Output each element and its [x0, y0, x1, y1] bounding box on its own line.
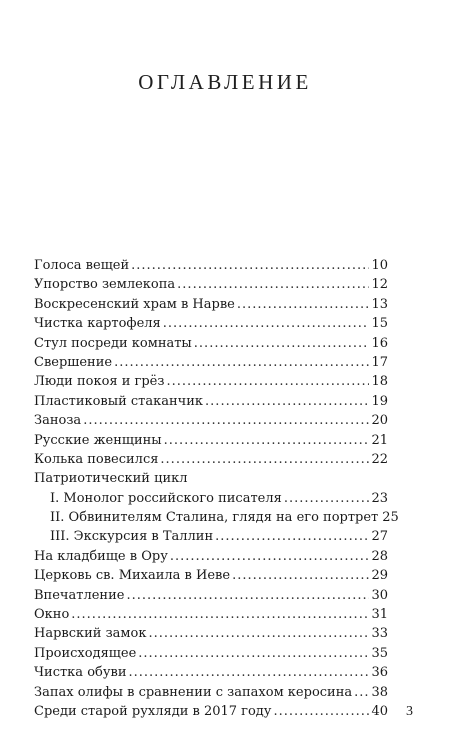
toc-entry	[34, 586, 388, 605]
leader-dots	[114, 353, 369, 372]
toc-entry-title: Пластиковый стаканчик	[34, 393, 204, 409]
toc-entry	[34, 314, 388, 333]
leader-dots	[128, 663, 369, 682]
leader-dots	[83, 411, 369, 430]
toc-entry-page: 38	[371, 684, 388, 700]
toc-entry	[34, 644, 388, 663]
toc-entry-title: Колька повесился	[34, 451, 159, 467]
toc-entry-title: Церковь св. Михаила в Иеве	[34, 568, 231, 584]
toc-entry-page: 10	[371, 258, 388, 273]
toc-entry-page: 16	[371, 335, 388, 351]
toc-entry-page: 36	[371, 665, 388, 681]
toc-entry-title: Стул посреди комнаты	[34, 335, 192, 351]
toc-entry	[34, 683, 388, 702]
toc-entry-title: Воскресенский храм в Нарве	[34, 296, 235, 312]
toc-entry-page: 12	[371, 277, 388, 293]
toc-entry-page: 18	[371, 374, 388, 390]
toc-entry-title: Происходящее	[34, 645, 137, 661]
toc-entry	[34, 431, 388, 450]
toc-entry-page: 23	[371, 490, 388, 506]
toc-entry-title: Чистка картофеля	[34, 316, 161, 332]
toc-subentry	[34, 489, 388, 508]
toc-entry-title: Впечатление	[34, 587, 125, 603]
leader-dots	[177, 275, 369, 294]
toc-entry-title: Свершение	[34, 354, 113, 370]
leader-dots	[164, 431, 370, 450]
toc-entry-title: Окно	[34, 607, 70, 623]
toc-entry	[34, 411, 388, 430]
leader-dots	[170, 547, 370, 566]
toc-entry	[34, 295, 388, 314]
toc-entry-page: 30	[371, 587, 388, 603]
toc-entry	[34, 702, 388, 721]
toc-entry-title: Заноза	[34, 413, 82, 429]
toc-subentry	[34, 527, 388, 546]
leader-dots	[284, 489, 370, 508]
toc-entry-page: 19	[371, 393, 388, 409]
toc-entry-title: III. Экскурсия в Таллин	[50, 529, 214, 545]
toc-entry-page: 31	[371, 607, 388, 623]
toc-entry	[34, 392, 388, 411]
page-title: ОГЛАВЛЕНИЕ	[138, 70, 312, 94]
leader-dots	[194, 334, 370, 353]
leader-dots	[215, 527, 369, 546]
toc-entry-title: Патриотический цикл	[34, 471, 188, 487]
toc-entry-page: 28	[371, 548, 388, 564]
toc-entry	[34, 605, 388, 624]
toc-entry-page: 25	[382, 510, 399, 526]
leader-dots	[160, 450, 369, 469]
toc-entry-page: 27	[371, 529, 388, 545]
leader-dots	[131, 256, 369, 275]
leader-dots	[138, 644, 369, 663]
toc-entry	[34, 450, 388, 469]
leader-dots	[126, 586, 369, 605]
toc-entry-title: Среди старой рухляди в 2017 году	[34, 703, 272, 719]
toc-entry	[34, 256, 388, 275]
page-number: 3	[406, 704, 413, 719]
table-of-contents	[34, 256, 399, 721]
leader-dots	[354, 683, 369, 702]
toc-entry-title: На кладбище в Ору	[34, 548, 168, 564]
toc-entry-title: Запах олифы в сравнении с запахом керосина	[34, 684, 353, 700]
toc-section-heading	[34, 469, 388, 488]
leader-dots	[232, 566, 369, 585]
toc-entry-page: 20	[371, 413, 388, 429]
toc-entry	[34, 663, 388, 682]
toc-entry	[34, 566, 388, 585]
toc-entry-title: Упорство землекопа	[34, 277, 176, 293]
toc-entry-page: 33	[371, 626, 388, 642]
leader-dots	[166, 372, 369, 391]
toc-entry-page: 17	[371, 354, 388, 370]
leader-dots	[237, 295, 370, 314]
leader-dots	[163, 314, 370, 333]
toc-entry	[34, 624, 388, 643]
toc-entry-page: 13	[371, 296, 388, 312]
toc-entry	[34, 372, 388, 391]
toc-subentry	[34, 508, 399, 527]
leader-dots	[273, 702, 369, 721]
toc-entry	[34, 353, 388, 372]
toc-entry-page: 22	[371, 451, 388, 467]
toc-entry-title: Люди покоя и грёз	[34, 374, 165, 390]
toc-entry-title: Нарвский замок	[34, 626, 147, 642]
leader-dots	[205, 392, 369, 411]
toc-entry-title: I. Монолог российского писателя	[50, 490, 282, 506]
toc-entry-page: 15	[371, 316, 388, 332]
toc-entry	[34, 334, 388, 353]
leader-dots	[71, 605, 369, 624]
toc-entry-title: Русские женщины	[34, 432, 162, 448]
toc-entry	[34, 275, 388, 294]
toc-entry-title: II. Обвинителям Сталина, глядя на его портрет	[50, 510, 379, 526]
toc-entry-page: 21	[371, 432, 388, 448]
toc-entry-title: Чистка обуви	[34, 665, 127, 681]
toc-entry	[34, 547, 388, 566]
leader-dots	[149, 624, 370, 643]
toc-entry-page: 29	[371, 568, 388, 584]
toc-entry-title: Голоса вещей	[34, 258, 130, 273]
toc-entry-page: 40	[371, 703, 388, 719]
toc-entry-page: 35	[371, 645, 388, 661]
